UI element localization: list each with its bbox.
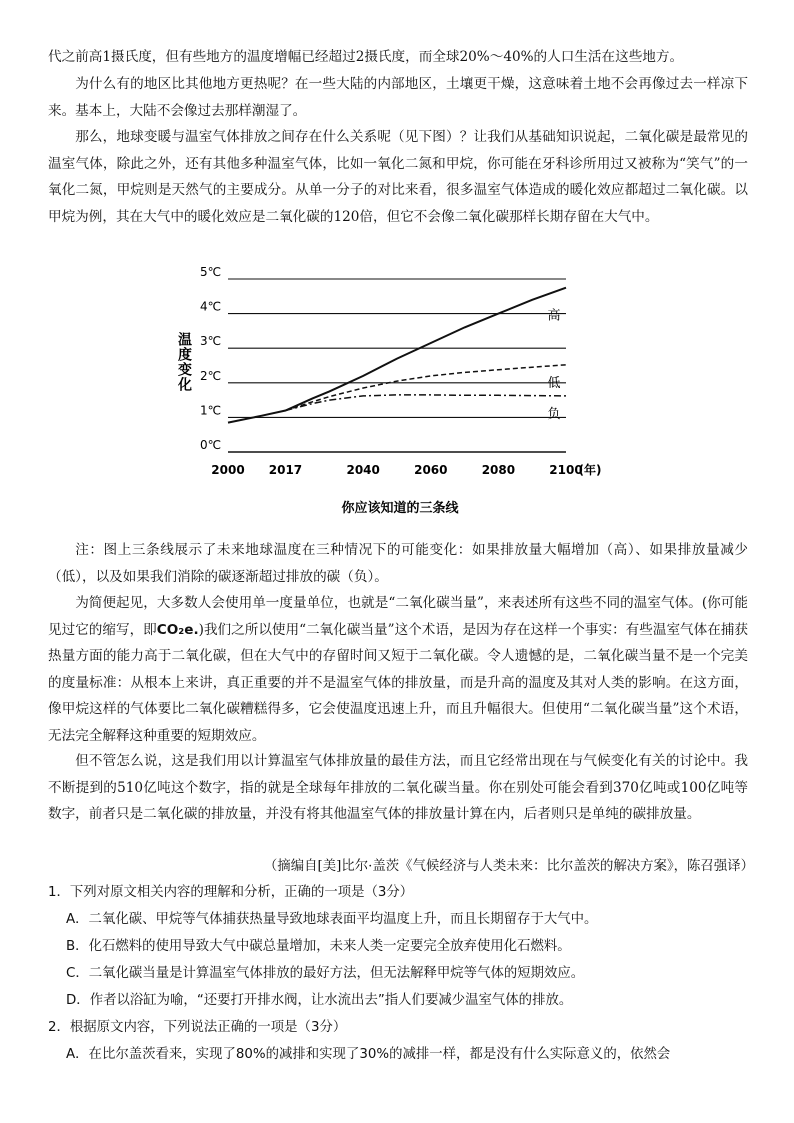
chart-note: 注：图上三条线展示了未来地球温度在三种情况下的可能变化：如果排放量大幅增加（高）、如果排放量减少（低），以及如果我们消除的碳逐渐超过排放的碳（负）。 bbox=[48, 542, 748, 585]
temperature-chart bbox=[170, 262, 620, 522]
question-1-option-a: A．二氧化碳、甲烷等气体捕获热量导致地球表面平均温度上升，而且长期留存于大气中。 bbox=[66, 912, 598, 927]
x-tick-label: 2080 bbox=[481, 463, 516, 477]
series-line-低 bbox=[286, 365, 567, 411]
question-1-option-b: B．化石燃料的使用导致大气中碳总量增加，未来人类一定要完全放弃使用化石燃料。 bbox=[66, 939, 571, 954]
paragraph-3: 那么，地球变暖与温室气体排放之间存在什么关系呢（见下图）？让我们从基础知识说起，二氧化碳是最常见的温室气体，除此之外，还有其他多种温室气体，比如一氧化二氮和甲烷，你可能在牙科诊所用过又被称为“笑气”的一氧化二氮，甲烷则是天然气的主要成分。从单一分子的对比来看，很多温室气体造成的暖化效应都超过二氧化碳。以甲烷为例，其在大气中的暖化效应是二氧化碳的120倍，但它不会像二氧化碳那样长期存留在大气中。 bbox=[48, 129, 748, 225]
paragraph-5: 但不管怎么说，这是我们用以计算温室气体排放量的最佳方法，而且它经常出现在与气候变化有关的讨论中。我不断提到的510亿吨这个数字，指的就是全球每年排放的二氧化碳当量。你在别处可能会看到370亿吨或100亿吨等数字，前者只是二氧化碳的排放量，并没有将其他温室气体的排放量计算在内，后者则只是单纯的碳排放量。 bbox=[48, 753, 748, 823]
x-axis-label: (年) bbox=[578, 463, 602, 477]
y-tick-label: 0℃ bbox=[200, 438, 222, 452]
x-tick-label: 2000 bbox=[211, 463, 245, 477]
y-tick-label: 4℃ bbox=[200, 299, 222, 314]
paragraph-1: 代之前高1摄氏度，但有些地方的温度增幅已经超过2摄氏度，而全球20%～40%的人口生活在这些地方。 bbox=[48, 49, 684, 65]
question-1-option-d: D．作者以浴缸为喻，“还要打开排水阀，让水流出去”指人们要减少温室气体的排放。 bbox=[66, 993, 573, 1008]
x-tick-label: 2040 bbox=[346, 463, 380, 477]
chart-y-ticks bbox=[200, 265, 221, 452]
x-tick-label: 2060 bbox=[414, 463, 448, 477]
question-2-option-a: A．在比尔盖茨看来，实现了80%的减排和实现了30%的减排一样，都是没有什么实际意义的，依然会 bbox=[66, 1047, 671, 1062]
chart-series bbox=[228, 288, 566, 423]
y-tick-label: 5℃ bbox=[200, 265, 222, 279]
chart-y-label: 温度变化 bbox=[176, 332, 192, 392]
chart-grid bbox=[228, 279, 566, 452]
chart-series-labels bbox=[547, 308, 560, 422]
x-tick-label: 2017 bbox=[268, 463, 303, 477]
question-1-option-c: C．二氧化碳当量是计算温室气体排放的最好方法，但无法解释甲烷等气体的短期效应。 bbox=[66, 966, 585, 981]
question-1: 1．下列对原文相关内容的理解和分析，正确的一项是（3分） bbox=[48, 885, 414, 900]
paragraph-4 bbox=[48, 590, 748, 750]
chart-title: 你应该知道的三条线 bbox=[341, 501, 459, 516]
source-citation: （摘编自[美]比尔·盖茨《气候经济与人类未来：比尔盖茨的解决方案》，陈召强译） bbox=[263, 859, 754, 874]
y-tick-label: 3℃ bbox=[200, 334, 222, 349]
series-label-高: 高 bbox=[547, 308, 561, 324]
co2e-abbreviation: CO₂e. bbox=[156, 621, 199, 638]
question-2: 2．根据原文内容，下列说法正确的一项是（3分） bbox=[48, 1020, 347, 1035]
series-label-低: 低 bbox=[547, 375, 561, 391]
paragraph-4-text-a: 为简便起见，大多数人会使用单一度量单位，也就是“二氧化碳当量”，来表述所有这些不同的温室气体。(你可能见过它的缩写，即 bbox=[48, 595, 748, 638]
paragraph-2: 为什么有的地区比其他地方更热呢？在一些大陆的内部地区，土壤更干燥，这意味着土地不会再像过去一样凉下来。基本上，大陆不会像过去那样潮湿了。 bbox=[48, 76, 748, 119]
series-label-负: 负 bbox=[547, 406, 561, 422]
y-tick-label: 2℃ bbox=[200, 368, 222, 383]
x-tick-label: 2100 bbox=[549, 463, 583, 477]
y-tick-label: 1℃ bbox=[200, 403, 222, 418]
chart-x-ticks bbox=[211, 462, 601, 477]
paragraph-4-text-b: )我们之所以使用“二氧化碳当量”这个术语，是因为存在这样一个事实：有些温室气体在捕获热量方面的能力高于二氧化碳，但在大气中的存留时间又短于二氧化碳。令人遗憾的是，二氧化碳当量不是一个完美的度量标准：从根本上来讲，真正重要的并不是温室气体的排放量，而是升高的温度及其对人类的影响。在这方面，像甲烷这样的气体要比二氧化碳糟糕得多，它会使温度迅速上升，而且升幅很大。但使用“二氧化碳当量”这个术语，无法完全解释这种重要的短期效应。 bbox=[48, 621, 749, 744]
series-line-高 bbox=[228, 288, 566, 423]
chart-svg bbox=[170, 262, 620, 522]
